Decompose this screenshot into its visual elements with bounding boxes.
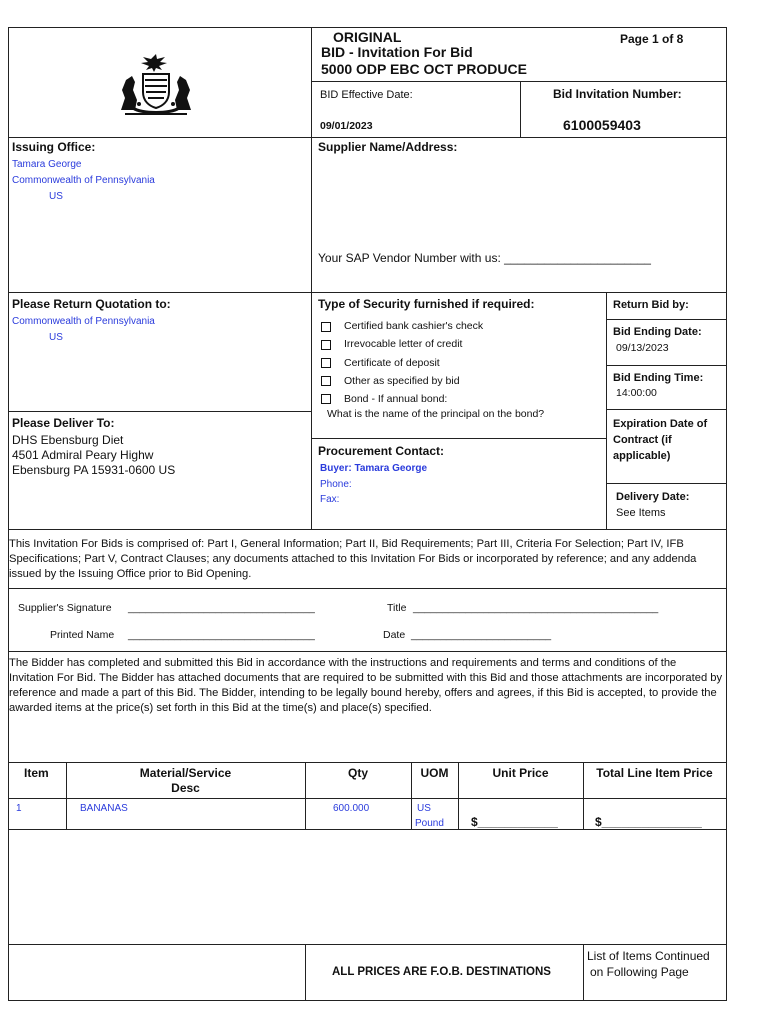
security-checkbox-cashiers-check[interactable] xyxy=(321,322,331,332)
date-label: Date xyxy=(383,629,406,641)
row-uom-line1: US xyxy=(417,803,431,814)
fob-note: ALL PRICES ARE F.O.B. DESTINATIONS xyxy=(332,966,551,978)
bid-ending-time-label: Bid Ending Time: xyxy=(613,372,704,384)
delivery-date-label: Delivery Date: xyxy=(616,491,690,503)
page-number: Page 1 of 8 xyxy=(620,32,684,46)
delivery-date-value: See Items xyxy=(616,507,666,519)
return-bid-label: Return Bid by: xyxy=(613,299,689,311)
issuing-office-name: Tamara George xyxy=(12,159,82,170)
header-material-line2: Desc xyxy=(171,781,200,795)
procurement-buyer: Buyer: Tamara George xyxy=(320,463,428,474)
header-unit-price: Unit Price xyxy=(492,766,549,780)
signature-label: Supplier's Signature xyxy=(18,602,112,614)
row-total-field[interactable]: $_______________ xyxy=(595,815,702,829)
security-option-1: Certified bank cashier's check xyxy=(344,320,484,332)
header-material-line1: Material/Service xyxy=(139,766,232,780)
bid-ending-time: 14:00:00 xyxy=(616,387,657,399)
security-checkbox-bond[interactable] xyxy=(321,394,331,404)
row-item: 1 xyxy=(16,803,22,814)
procurement-fax: Fax: xyxy=(320,494,340,505)
pennsylvania-coat-of-arms-icon xyxy=(115,52,197,118)
row-material: BANANAS xyxy=(80,803,128,814)
expiration-label-line3: applicable) xyxy=(613,450,671,462)
bond-principal-question: What is the name of the principal on the bond? xyxy=(327,408,545,420)
issuing-office-org: Commonwealth of Pennsylvania xyxy=(12,175,155,186)
bid-ending-date-label: Bid Ending Date: xyxy=(613,326,702,338)
continued-note-line1: List of Items Continued xyxy=(587,949,710,963)
return-quotation-org: Commonwealth of Pennsylvania xyxy=(12,316,155,327)
doc-title: 5000 ODP EBC OCT PRODUCE xyxy=(321,61,527,77)
security-checkbox-certificate-of-deposit[interactable] xyxy=(321,358,331,368)
security-option-2: Irrevocable letter of credit xyxy=(344,338,463,350)
doc-status: ORIGINAL xyxy=(333,29,402,45)
deliver-to-line3: Ebensburg PA 15931-0600 US xyxy=(12,463,176,477)
row-qty: 600.000 xyxy=(333,803,370,814)
invitation-number-label: Bid Invitation Number: xyxy=(553,87,682,101)
effective-date: 09/01/2023 xyxy=(320,120,373,132)
security-option-4: Other as specified by bid xyxy=(344,375,460,387)
return-quotation-label: Please Return Quotation to: xyxy=(12,297,171,311)
security-checkbox-letter-of-credit[interactable] xyxy=(321,340,331,350)
expiration-label-line1: Expiration Date of xyxy=(613,418,708,430)
procurement-phone: Phone: xyxy=(320,479,352,490)
header-total: Total Line Item Price xyxy=(596,766,713,780)
bidder-statement: The Bidder has completed and submitted this Bid in accordance with the instructions and requirements and terms and conditions of the Invitation For Bid. The Bidder has attached documents that are required to be submitted with this Bid and those attachments are incorporated by reference and made a part of this Bid. The Bidder, intending to be legally bound hereby, offers and agrees, if this Bid is accepted, to provide the awarded items at the price(s) set forth in this Bid at the time(s) and place(s) specified. xyxy=(9,657,723,714)
security-checkbox-other[interactable] xyxy=(321,376,331,386)
vendor-number-text: Your SAP Vendor Number with us: xyxy=(318,251,501,265)
title-label: Title xyxy=(387,602,407,614)
signature-field[interactable]: ________________________________ xyxy=(128,602,315,614)
ifb-description: This Invitation For Bids is comprised of: Part I, General Information; Part II, Bid Requirements; Part III, Criteria For Selection; Part IV, IFB Specifications; Part V, Contract Clauses; any documents attached to this Invitation For Bids or incorporated by reference; and any addenda issued by the Issuing Office prior to Bid Opening. xyxy=(9,538,697,580)
header-qty: Qty xyxy=(347,766,368,780)
deliver-to-line2: 4501 Admiral Peary Highw xyxy=(12,448,154,462)
invitation-number: 6100059403 xyxy=(563,117,641,133)
doc-type: BID - Invitation For Bid xyxy=(321,44,473,60)
security-label: Type of Security furnished if required: xyxy=(318,297,535,311)
deliver-to-label: Please Deliver To: xyxy=(12,416,115,430)
expiration-label-line2: Contract (if xyxy=(613,434,672,446)
header-uom: UOM xyxy=(420,766,449,780)
deliver-to-line1: DHS Ebensburg Diet xyxy=(12,433,124,447)
issuing-office-country: US xyxy=(49,191,63,202)
security-option-3: Certificate of deposit xyxy=(344,357,440,369)
procurement-contact-label: Procurement Contact: xyxy=(318,444,445,458)
printed-name-field[interactable]: ________________________________ xyxy=(128,629,315,641)
security-option-5: Bond - If annual bond: xyxy=(344,393,448,405)
printed-name-label: Printed Name xyxy=(50,629,115,641)
issuing-office-label: Issuing Office: xyxy=(12,140,96,154)
continued-note-line2: on Following Page xyxy=(590,965,689,979)
row-uom-line2: Pound xyxy=(415,818,444,829)
header-item: Item xyxy=(24,766,49,780)
title-field[interactable]: __________________________________________ xyxy=(413,602,659,614)
date-field[interactable]: ________________________ xyxy=(411,629,552,641)
vendor-number-label xyxy=(318,251,651,265)
return-quotation-country: US xyxy=(49,332,63,343)
bid-ending-date: 09/13/2023 xyxy=(616,342,669,354)
effective-date-label: BID Effective Date: xyxy=(320,89,413,101)
supplier-label: Supplier Name/Address: xyxy=(318,140,458,154)
row-unit-price-field[interactable]: $____________ xyxy=(471,815,558,829)
vendor-number-field[interactable]: ______________________ xyxy=(504,251,651,265)
